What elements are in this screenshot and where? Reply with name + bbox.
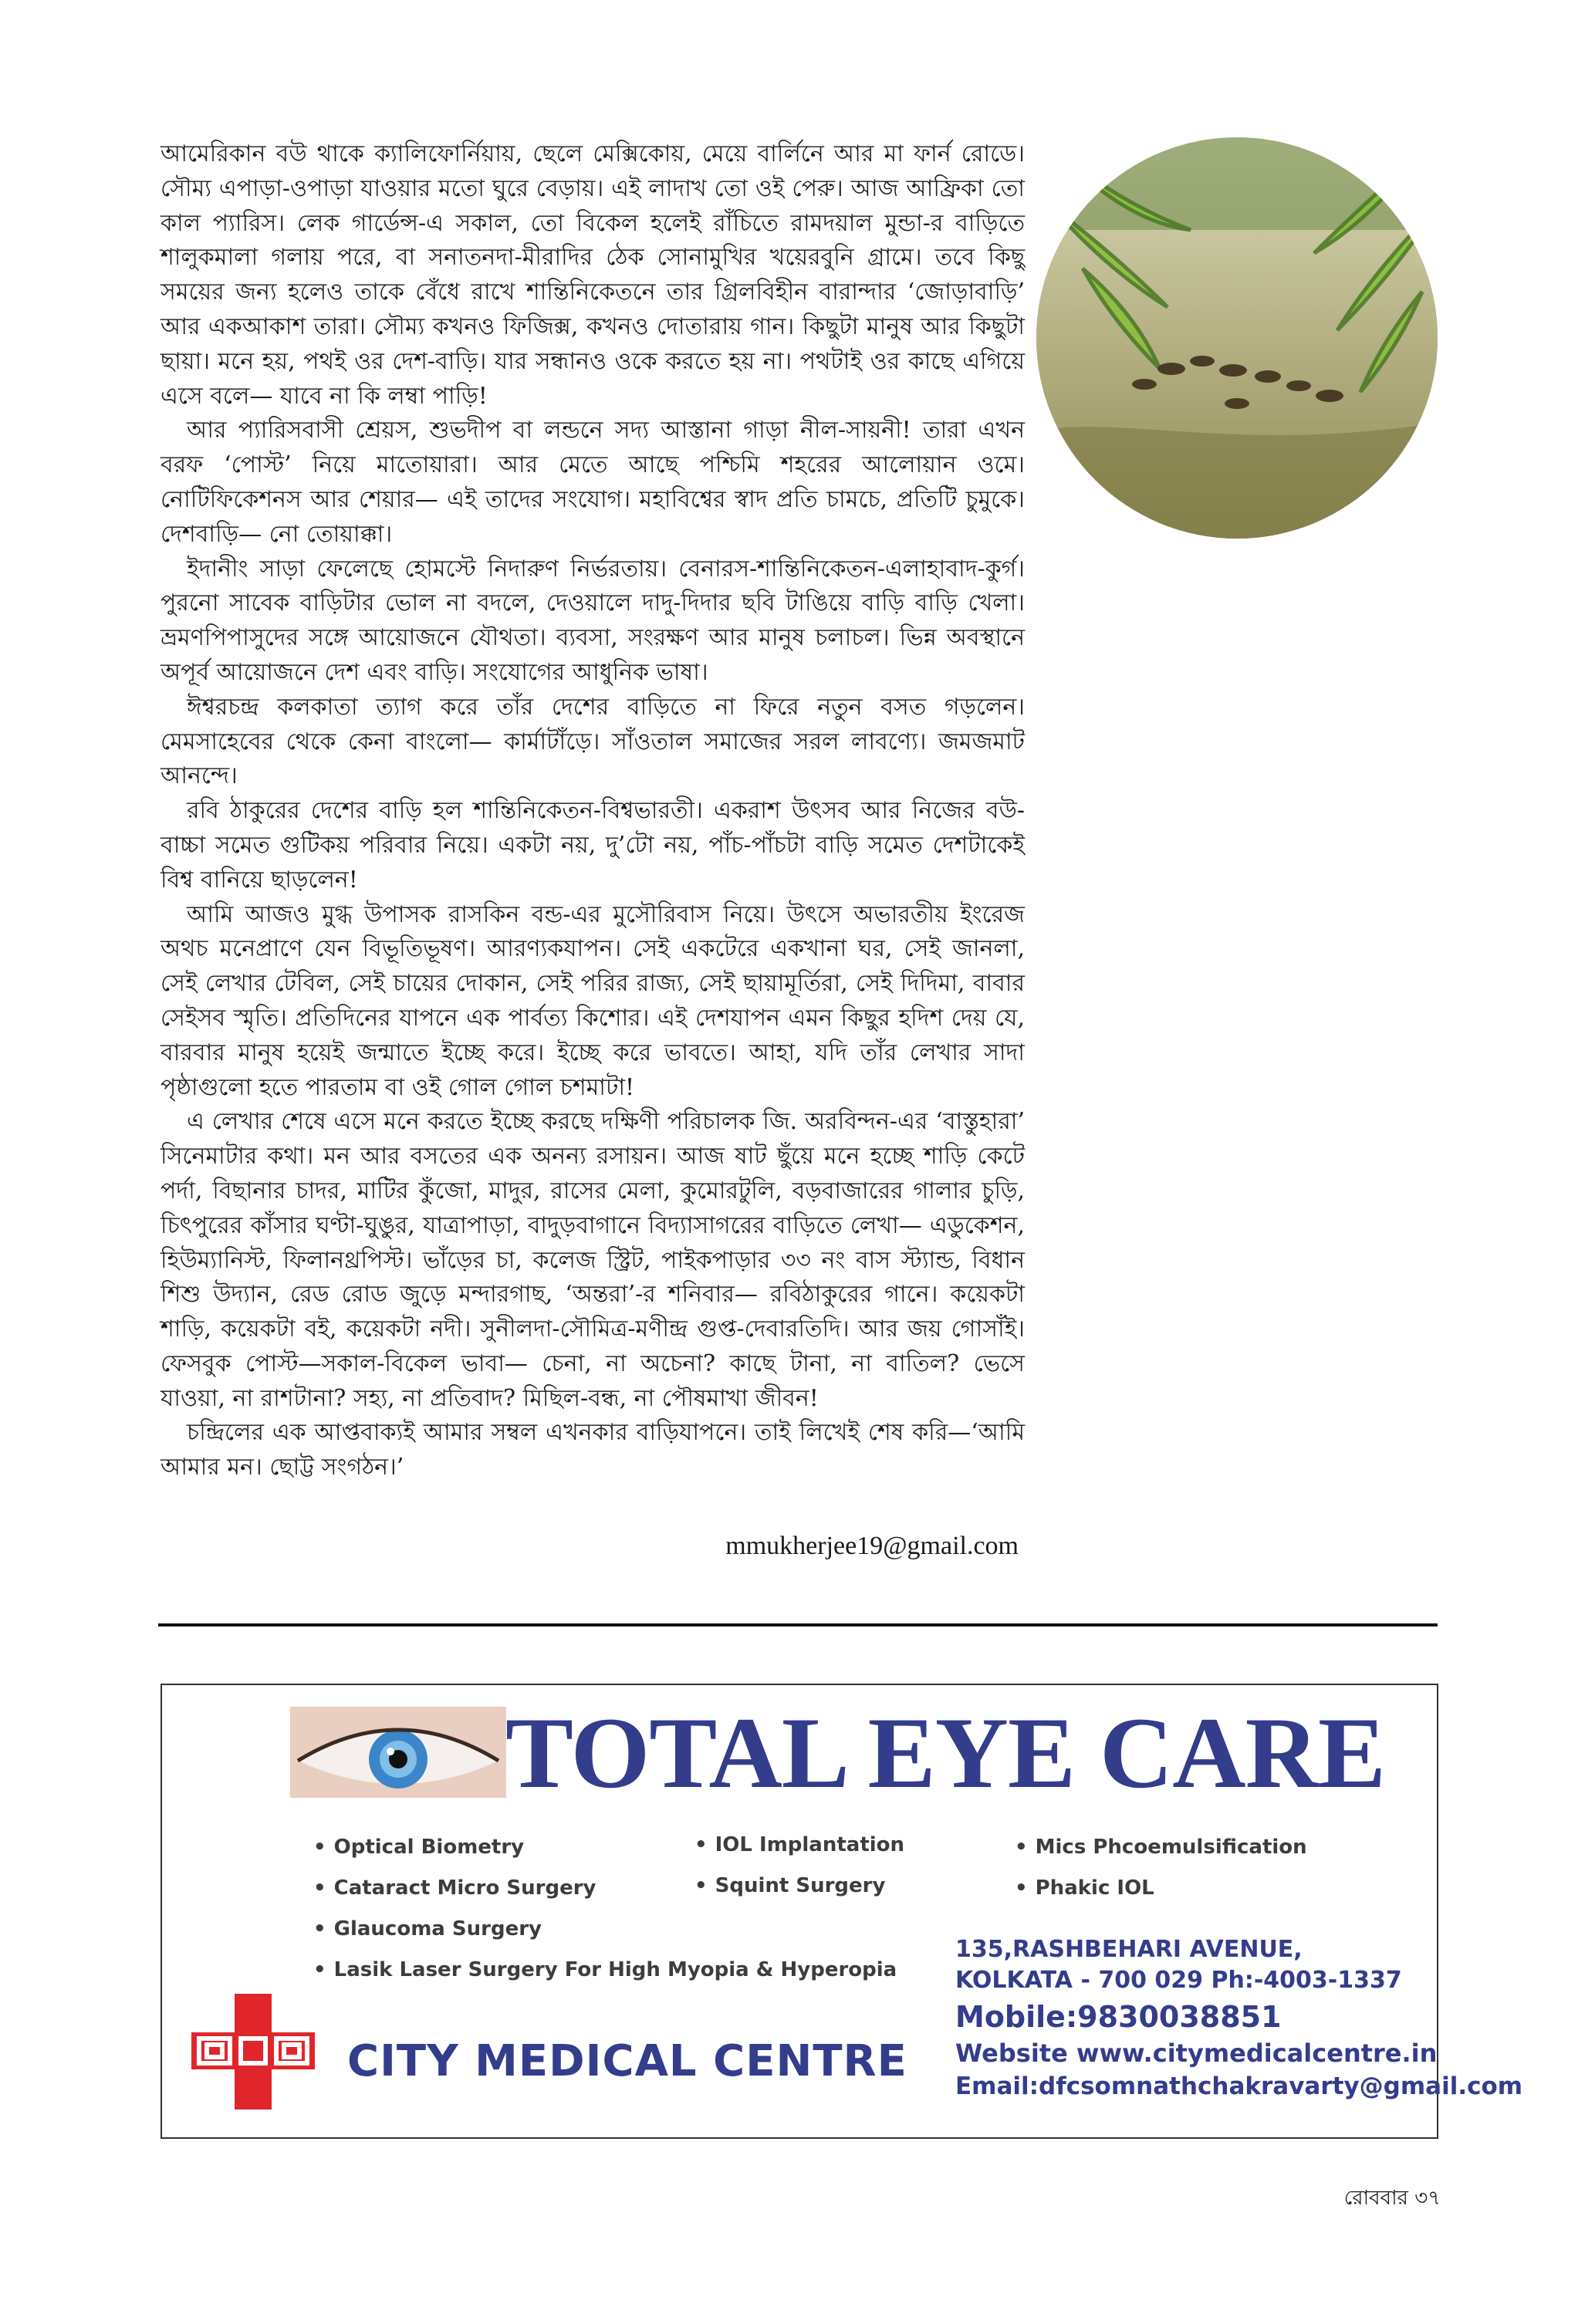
service-item: • Phakic IOL xyxy=(1015,1876,1154,1900)
ad-title: TOTAL EYE CARE xyxy=(505,1696,1386,1809)
service-item: • IOL Implantation xyxy=(694,1833,905,1856)
article-paragraph: ঈশ্বরচন্দ্র কলকাতা ত্যাগ করে তাঁর দেশের বাড়িতে না ফিরে নতুন বসত গড়লেন। মেমসাহেবের থেকে কেনা বাংলো— কার্মাটাঁড়ে। সাঁওতাল সমাজের সরল লাবণ্যে। জমজমাট আনন্দে। xyxy=(161,693,1025,790)
service-item: • Cataract Micro Surgery xyxy=(313,1876,596,1900)
article-paragraph: আর প্যারিসবাসী শ্রেয়স, শুভদীপ বা লন্ডনে সদ্য আস্তানা গাড়া নীল-সায়নী! তারা এখন বরফ ‘পোস্ট’ নিয়ে মাতোয়ারা। আর মেতে আছে পশ্চিমি শহরের আলোয়ান ওমে। নোটিফিকেশনস আর শেয়ার— এই তাদের সংযোগ। মহাবিশ্বের স্বাদ প্রতি চামচে, প্রতিটি চুমুকে। দেশবাড়ি— নো তোয়াক্কা। xyxy=(161,417,1026,548)
article-body xyxy=(161,137,1025,1485)
bullet-icon: • xyxy=(313,1876,326,1900)
service-item: • Glaucoma Surgery xyxy=(313,1917,542,1941)
author-email: mmukherjee19@gmail.com xyxy=(725,1532,1019,1560)
section-divider xyxy=(158,1623,1438,1626)
advertisement xyxy=(161,1684,1523,2139)
bullet-icon: • xyxy=(1015,1836,1028,1859)
service-item: • Mics Phcoemulsification xyxy=(1015,1836,1307,1859)
medical-cross-icon xyxy=(191,1994,315,2110)
article-paragraph: আমি আজও মুগ্ধ উপাসক রাসকিন বন্ড-এর মুসৌরিবাস নিয়ে। উৎসে অভারতীয় ইংরেজ অথচ মনেপ্রাণে যেন বিভূতিভূষণ। আরণ্যকযাপন। সেই একটেরে একখানা ঘর, সেই জানলা, সেই লেখার টেবিল, সেই চায়ের দোকান, সেই পরির রাজ্য, সেই ছায়ামূর্তিরা, সেই দিদিমা, বাবার সেইসব স্মৃতি। প্রতিদিনের যাপনে এক পার্বত্য কিশোর। এই দেশযাপন এমন কিছুর হদিশ দেয় যে, বারবার মানুষ হয়েই জন্মাতে ইচ্ছে করে। ইচ্ছে করে ভাবতে। আহা, যদি তাঁর লেখার সাদা পৃষ্ঠাগুলো হতে পারতাম বা ওই গোল গোল চশমাটা! xyxy=(161,900,1025,1101)
eye-illustration xyxy=(290,1707,506,1798)
address-line: KOLKATA - 700 029 Ph:-4003-1337 xyxy=(955,1967,1402,1994)
bullet-icon: • xyxy=(313,1917,326,1941)
article-paragraph: চন্দ্রিলের এক আপ্তবাক্যই আমার সম্বল এখনকার বাড়িযাপনে। তাই লিখেই শেষ করি—‘আমি আমার মন। ছোট্ট সংগঠন।’ xyxy=(161,1419,1025,1481)
article-paragraph: রবি ঠাকুরের দেশের বাড়ি হল শান্তিনিকেতন-বিশ্বভারতী। একরাশ উৎসব আর নিজের বউ-বাচ্চা সমেত গুটিকয় পরিবার নিয়ে। একটা নয়, দু’টো নয়, পাঁচ-পাঁচটা বাড়ি সমেত দেশটাকেই বিশ্ব বানিয়ে ছাড়লেন! xyxy=(161,797,1025,893)
pond-ducks-photo xyxy=(1036,137,1438,539)
address-line: 135,RASHBEHARI AVENUE, xyxy=(955,1936,1303,1963)
bullet-icon: • xyxy=(694,1874,708,1897)
website-link[interactable]: Website www.citymedicalcentre.in xyxy=(955,2039,1438,2068)
service-item: • Optical Biometry xyxy=(313,1836,525,1859)
service-item: • Lasik Laser Surgery For High Myopia & Hyperopia xyxy=(313,1958,897,1981)
pond-illustration xyxy=(1036,137,1438,539)
bullet-icon: • xyxy=(1015,1876,1028,1900)
mobile-number: Mobile:9830038851 xyxy=(955,2000,1282,2034)
bullet-icon: • xyxy=(313,1836,326,1859)
service-item: • Squint Surgery xyxy=(694,1874,886,1897)
city-medical-centre-logo xyxy=(191,1994,315,2110)
eye-image xyxy=(290,1707,506,1798)
org-name: CITY MEDICAL CENTRE xyxy=(347,2036,907,2086)
contact-email[interactable]: Email:dfcsomnathchakravarty@gmail.com xyxy=(955,2072,1523,2100)
article-paragraph: এ লেখার শেষে এসে মনে করতে ইচ্ছে করছে দক্ষিণী পরিচালক জি. অরবিন্দন-এর ‘বাস্তুহারা’ সিনেমাটার কথা। মন আর বসতের এক অনন্য রসায়ন। আজ ষাট ছুঁয়ে মনে হচ্ছে শাড়ি কেটে পর্দা, বিছানার চাদর, মাটির কুঁজো, মাদুর, রাসের মেলা, কুমোরটুলি, বড়বাজারের গালার চুড়ি, চিৎপুরের কাঁসার ঘণ্টা-ঘুঙুর, যাত্রাপাড়া, বাদুড়বাগানে বিদ্যাসাগরের বাড়িতে লেখা— এডুকেশন, হিউম্যানিস্ট, ফিলানথ্রপিস্ট। ভাঁড়ের চা, কলেজ স্ট্রিট, পাইকপাড়ার ৩৩ নং বাস স্ট্যান্ড, বিধান শিশু উদ্যান, রেড রোড জুড়ে মন্দারগাছ, ‘অন্তরা’-র শনিবার— রবিঠাকুরের গানে। কয়েকটা শাড়ি, কয়েকটা বই, কয়েকটা নদী। সুনীলদা-সৌমিত্র-মণীন্দ্র গুপ্ত-দেবারতিদি। আর জয় গোসাঁই। ফেসবুক পোস্ট—সকাল-বিকেল ভাবা— চেনা, না অচেনা? কাছে টানা, না বাতিল? ভেসে যাওয়া, না রাশটানা? সহ্য, না প্রতিবাদ? মিছিল-বন্ধ, না পৌষমাখা জীবন! xyxy=(161,1108,1025,1412)
page-footer: রোববার ৩৭ xyxy=(1343,2187,1441,2210)
article-paragraph: ইদানীং সাড়া ফেলেছে হোমস্টে নিদারুণ নির্ভরতায়। বেনারস-শান্তিনিকেতন-এলাহাবাদ-কুর্গ। পুরনো সাবেক বাড়িটার ভোল না বদলে, দেওয়ালে দাদু-দিদার ছবি টাঙিয়ে বাড়ি বাড়ি খেলা। ভ্রমণপিপাসুদের সঙ্গে আয়োজনে যৌথতা। ব্যবসা, সংরক্ষণ আর মানুষ চলাচল। ভিন্ন অবস্থানে অপূর্ব আয়োজনে দেশ এবং বাড়ি। সংযোগের আধুনিক ভাষা। xyxy=(161,555,1025,686)
bullet-icon: • xyxy=(694,1833,708,1856)
article-paragraph: আমেরিকান বউ থাকে ক্যালিফোর্নিয়ায়, ছেলে মেক্সিকোয়, মেয়ে বার্লিনে আর মা ফার্ন রোডে। সৌম্য এপাড়া-ওপাড়া যাওয়ার মতো ঘুরে বেড়ায়। এই লাদাখ তো ওই পেরু। আজ আফ্রিকা তো কাল প্যারিস। লেক গার্ডেন্স-এ সকাল, তো বিকেল হলেই রাঁচিতে রামদয়াল মুন্ডা-র বাড়িতে শালুকমালা গলায় পরে, বা সনাতনদা-মীরাদির ঠেক সোনামুখির খয়েরবুনি গ্রামে। তবে কিছু সময়ের জন্য হলেও তাকে বেঁধে রাখে শান্তিনিকেতনে তার গ্রিলবিহীন বারান্দার ‘জোড়াবাড়ি’ আর একআকাশ তারা। সৌম্য কখনও ফিজিক্স, কখনও দোতারায় গান। কিছুটা মানুষ আর কিছুটা ছায়া। মনে হয়, পথই ওর দেশ-বাড়ি। যার সন্ধানও ওকে করতে হয় না। পথটাই ওর কাছে এগিয়ে এসে বলে— যাবে না কি লম্বা পাড়ি! xyxy=(161,140,1025,410)
bullet-icon: • xyxy=(313,1958,326,1981)
